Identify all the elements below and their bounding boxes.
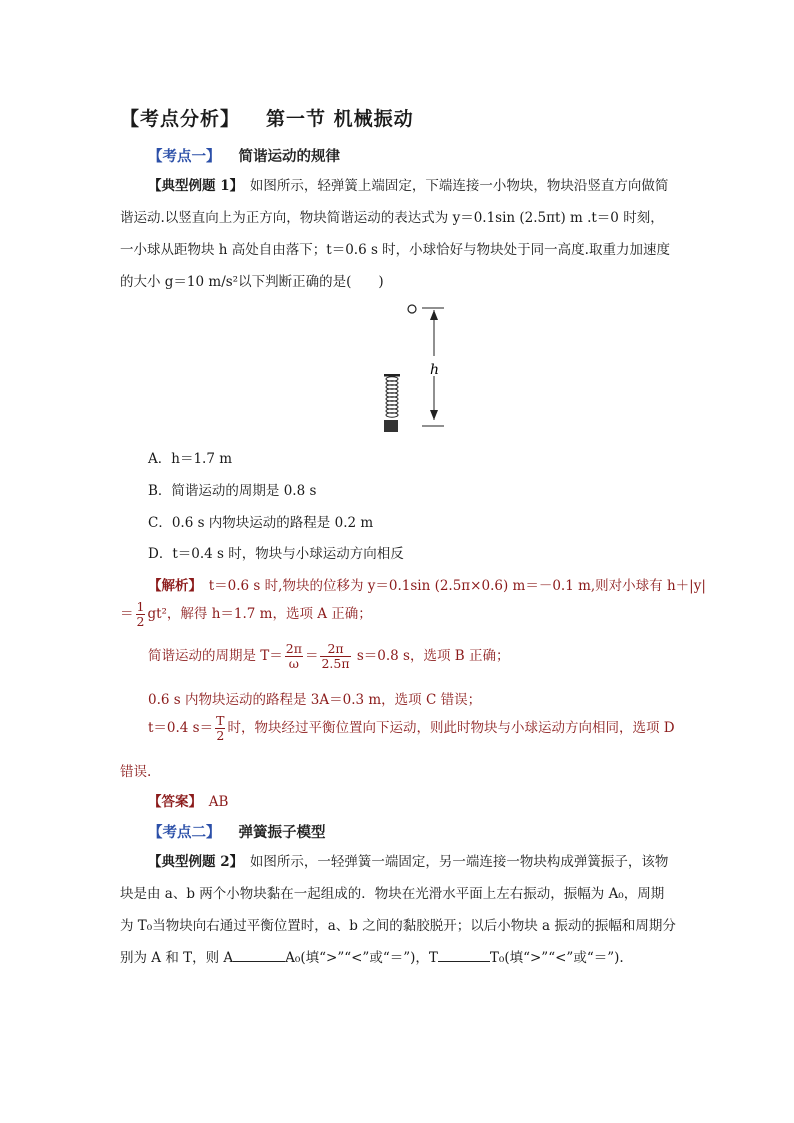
example-2-text-2: A₀(填“>”“<”或“＝”)，T bbox=[285, 950, 438, 966]
analysis-text-2: gt²，解得 h＝1.7 m，选项 A 正确； bbox=[147, 606, 372, 622]
option-d: D．t＝0.4 s 时，物块与小球运动方向相反 bbox=[148, 546, 404, 562]
analysis-line-6: 错误. bbox=[120, 764, 152, 780]
analysis-text-5b: 时，物块经过平衡位置向下运动，则此时物块与小球运动方向相同，选项 D bbox=[227, 720, 675, 736]
analysis-text-3b: s＝0.8 s，选项 B 正确； bbox=[352, 648, 510, 664]
answer-value: AB bbox=[208, 794, 229, 810]
analysis-line-4: 0.6 s 内物块运动的路程是 3A＝0.3 m，选项 C 错误； bbox=[148, 692, 482, 708]
fraction-half: $\frac{1}{2}$ bbox=[136, 599, 145, 629]
title-section-label: 【考点分析】 bbox=[120, 108, 241, 130]
spring-ceiling bbox=[384, 374, 400, 377]
analysis-line-1 bbox=[148, 574, 706, 594]
analysis-line-3: 简谐运动的周期是 T＝ $\frac{2\pi}{\omega}$ ＝ $\frac{2\pi}{2.5\pi}$ s＝0.8 s，选项 B 正确； bbox=[148, 641, 510, 671]
analysis-line-5 bbox=[148, 714, 675, 743]
kd1-tag: 【考点一】 bbox=[148, 149, 221, 165]
arrow-up-head bbox=[430, 310, 438, 320]
example-2-label: 【典型例题 2】 bbox=[148, 854, 237, 870]
answer-label: 【答案】 bbox=[148, 794, 196, 810]
page-title bbox=[120, 104, 414, 131]
fraction-2pi-omega: $\frac{2\pi}{\omega}$ bbox=[285, 641, 302, 671]
ball-circle bbox=[408, 305, 416, 313]
option-a: A．h＝1.7 m bbox=[148, 451, 233, 467]
analysis-line-2 bbox=[120, 600, 372, 629]
answer-blank-t[interactable] bbox=[438, 949, 490, 962]
fraction-t-half: $\frac{T}{2}$ bbox=[216, 713, 225, 743]
analysis-eq-sign: ＝ bbox=[120, 606, 134, 622]
kd1-name: 简谐运动的规律 bbox=[238, 149, 340, 165]
example-2-text-3: T₀(填“>”“<”或“＝”). bbox=[489, 950, 624, 966]
fraction-2pi-2.5pi: $\frac{2\pi}{2.5\pi}$ bbox=[321, 641, 350, 671]
analysis-text-1: t＝0.6 s 时,物块的位移为 y＝0.1sin (2.5π×0.6) m＝－0.1 m,则对小球有 h＋|y| bbox=[208, 578, 706, 594]
title-chapter: 第一节 机械振动 bbox=[266, 108, 414, 130]
knowledge-point-2-heading bbox=[148, 821, 326, 842]
height-label: h bbox=[430, 362, 440, 378]
kd2-name: 弹簧振子模型 bbox=[238, 825, 326, 841]
analysis-label: 【解析】 bbox=[148, 578, 196, 594]
answer-line bbox=[148, 790, 228, 810]
example-2-question bbox=[120, 846, 676, 974]
spring-coils bbox=[386, 377, 398, 417]
analysis-text-3a: 简谐运动的周期是 T＝ bbox=[148, 648, 283, 664]
example-2-text-1: 如图所示，一轻弹簧一端固定，另一端连接一物块构成弹簧振子，该物块是由 a、b 两个小物块黏在一起组成的．物块在光滑水平面上左右振动，振幅为 A₀，周期为 T₀当物块向右通过平衡位置时，a、b 之间的黏胶脱开；以后小物块 a 振动的振幅和周期分别为 A 和 T，则 A bbox=[120, 854, 676, 966]
kd2-tag: 【考点二】 bbox=[148, 825, 221, 841]
block bbox=[384, 420, 398, 432]
spring-ball-figure bbox=[360, 296, 460, 436]
example-1-question bbox=[120, 170, 676, 298]
example-1-text: 如图所示，轻弹簧上端固定，下端连接一小物块，物块沿竖直方向做简谐运动.以竖直向上为正方向，物块简谐运动的表达式为 y＝0.1sin (2.5πt) m .t＝0 时刻，一小球从距物块 h 高处自由落下；t＝0.6 s 时，小球恰好与物块处于同一高度.取重力加速度的大小 g＝10 m/s²以下判断正确的是( ) bbox=[120, 178, 670, 290]
answer-blank-a[interactable] bbox=[233, 949, 285, 962]
example-1-label: 【典型例题 1】 bbox=[148, 178, 237, 194]
knowledge-point-1-heading bbox=[148, 145, 340, 166]
analysis-text-5a: t＝0.4 s＝ bbox=[148, 720, 214, 736]
option-b: B．简谐运动的周期是 0.8 s bbox=[148, 483, 317, 499]
arrow-down-head bbox=[430, 410, 438, 420]
option-c: C．0.6 s 内物块运动的路程是 0.2 m bbox=[148, 515, 374, 531]
